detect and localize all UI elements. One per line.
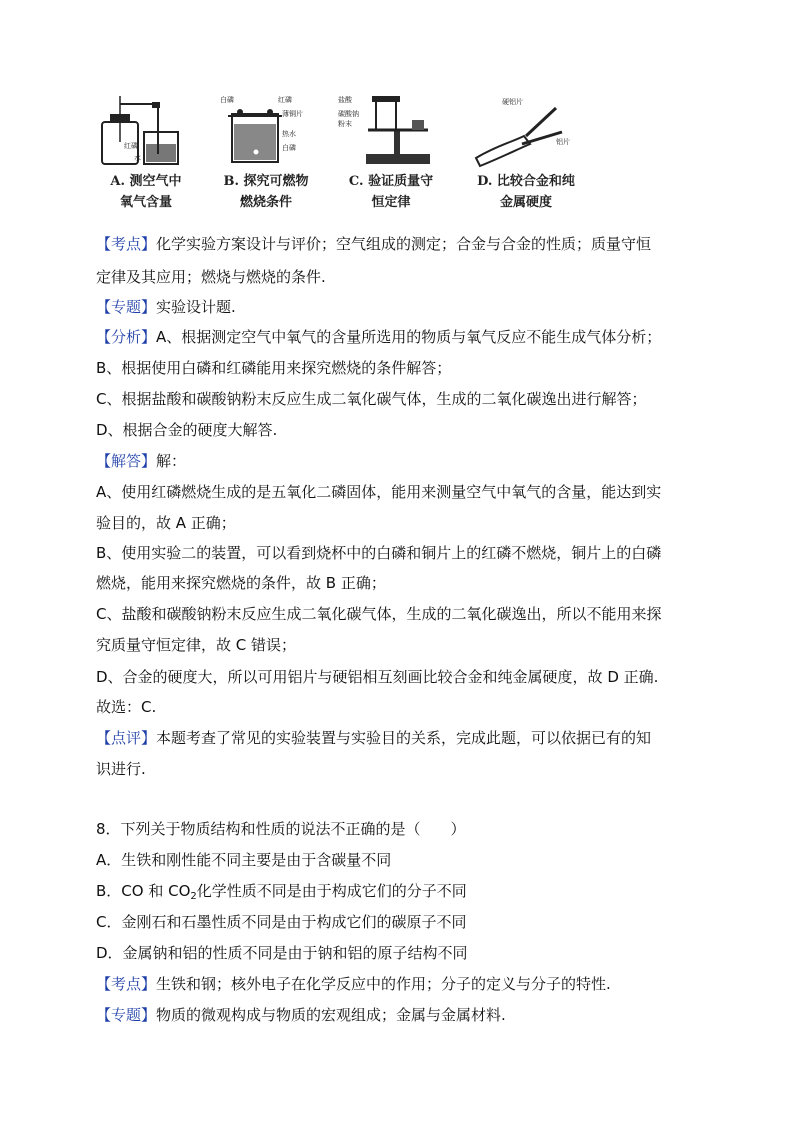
q7-fenxi-text1: A、根据测定空气中氧气的含量所选用的物质与氧气反应不能生成气体分析； — [156, 328, 662, 346]
q7-answer-line: 验目的，故 A 正确； — [96, 514, 236, 532]
q7-zhuanti — [96, 296, 236, 318]
q8-option-d: D．金属钠和铝的性质不同是由于钠和铝的原子结构不同 — [96, 944, 468, 962]
q8-kaodian — [96, 973, 611, 995]
experiment-figure — [96, 92, 606, 214]
figure-item-b — [216, 92, 316, 214]
q8-option-c: C．金刚石和石墨性质不同是由于构成它们的碳原子不同 — [96, 913, 467, 931]
q7-answer-line: B、使用实验二的装置，可以看到烧杯中的白磷和铜片上的红磷不燃烧，铜片上的白磷 — [96, 544, 662, 562]
label-hydrochloric-acid: 盐酸 — [338, 96, 352, 104]
q8-zhuanti — [96, 1004, 506, 1026]
label-white-phosphorus-top: 白磷 — [220, 96, 234, 104]
label-powder: 粉末 — [338, 120, 352, 128]
q8-option-b-sub: 2 — [190, 891, 197, 902]
figure-item-d — [466, 92, 586, 214]
q7-dianping-text2: 识进行. — [96, 760, 146, 778]
q7-kaodian — [96, 233, 651, 255]
q7-answer-line: 究质量守恒定律，故 C 错误； — [96, 636, 297, 654]
q7-kaodian-text1: 化学实验方案设计与评价；空气组成的测定；合金与合金的性质；质量守恒 — [156, 235, 652, 253]
q7-fenxi — [96, 326, 661, 348]
q7-jieda-text: 解： — [156, 452, 187, 470]
q7-fenxi-tag: 【分析】 — [96, 328, 157, 346]
q7-fenxi-text2: B、根据使用白磷和红磷能用来探究燃烧的条件解答； — [96, 359, 452, 377]
q7-answer-line: C、盐酸和碳酸钠粉末反应生成二氧化碳气体，生成的二氧化碳逸出，所以不能用来探 — [96, 605, 662, 623]
figure-item-c — [336, 92, 446, 214]
label-water: 水 — [134, 154, 141, 162]
label-red-phosphorus: 红磷 — [124, 142, 138, 150]
label-aluminum-sheet: 铝片 — [556, 138, 570, 146]
q7-answer-choice: 故选：C. — [96, 698, 157, 716]
label-hard-aluminum: 硬铝片 — [502, 98, 523, 106]
q7-dianping-text1: 本题考查了常见的实验装置与实验目的关系，完成此题，可以依据已有的知 — [156, 729, 652, 747]
q7-dianping — [96, 727, 651, 749]
caption-b-line1: B. 探究可燃物 — [223, 174, 309, 189]
q8-option-a: A．生铁和刚性能不同主要是由于含碳量不同 — [96, 851, 392, 869]
label-red-phosphorus-b: 红磷 — [278, 96, 292, 104]
q7-jieda-tag: 【解答】 — [96, 452, 157, 470]
caption-c-line1: C. 验证质量守 — [348, 174, 434, 189]
q8-kaodian-text: 生铁和钢；核外电子在化学反应中的作用；分子的定义与分子的特性. — [156, 975, 611, 993]
q8-kaodian-tag: 【考点】 — [96, 975, 157, 993]
q7-dianping-tag: 【点评】 — [96, 729, 157, 747]
q7-zhuanti-text: 实验设计题. — [156, 298, 236, 316]
q7-answer-line: D、合金的硬度大，所以可用铝片与硬铝相互刻画比较合金和纯金属硬度，故 D 正确. — [96, 668, 659, 686]
hardness-comparison-illustration — [466, 92, 586, 172]
q7-fenxi-text4: D、根据合金的硬度大解答. — [96, 421, 278, 439]
caption-d-line2: 金属硬度 — [499, 195, 552, 210]
caption-b-line2: 燃烧条件 — [239, 195, 292, 210]
q8-option-b-pre: B．CO 和 CO — [96, 882, 191, 900]
balance-apparatus-illustration — [336, 92, 446, 172]
combustion-apparatus-illustration — [216, 92, 316, 172]
q7-answer-line: A、使用红磷燃烧生成的是五氧化二磷固体，能用来测量空气中氧气的含量，能达到实 — [96, 483, 662, 501]
q7-jieda — [96, 450, 186, 472]
q7-kaodian-tag: 【考点】 — [96, 235, 157, 253]
q7-zhuanti-tag: 【专题】 — [96, 298, 157, 316]
label-copper-sheet: 薄铜片 — [282, 110, 303, 118]
q8-stem: 8．下列关于物质结构和性质的说法不正确的是（ ） — [96, 820, 466, 838]
figure-item-a — [96, 92, 196, 214]
caption-a-line1: A. 测空气中 — [110, 174, 182, 189]
q8-option-b — [96, 880, 467, 902]
q8-option-b-post: 化学性质不同是由于构成它们的分子不同 — [196, 882, 467, 900]
q8-zhuanti-tag: 【专题】 — [96, 1006, 157, 1024]
q7-fenxi-text3: C、根据盐酸和碳酸钠粉末反应生成二氧化碳气体，生成的二氧化碳逸出进行解答； — [96, 390, 647, 408]
label-white-phosphorus-bottom: 白磷 — [282, 144, 296, 152]
caption-a-line2: 氧气含量 — [119, 195, 172, 210]
label-sodium-carbonate: 碳酸钠 — [338, 110, 359, 118]
label-hot-water: 热水 — [282, 130, 296, 138]
q7-kaodian-text2: 定律及其应用；燃烧与燃烧的条件. — [96, 268, 326, 286]
q7-answer-line: 燃烧，能用来探究燃烧的条件，故 B 正确； — [96, 574, 386, 592]
caption-c-line2: 恒定律 — [371, 195, 411, 210]
caption-d-line1: D. 比较合金和纯 — [477, 174, 575, 189]
air-oxygen-apparatus-illustration — [96, 92, 196, 172]
q8-zhuanti-text: 物质的微观构成与物质的宏观组成；金属与金属材料. — [156, 1006, 506, 1024]
